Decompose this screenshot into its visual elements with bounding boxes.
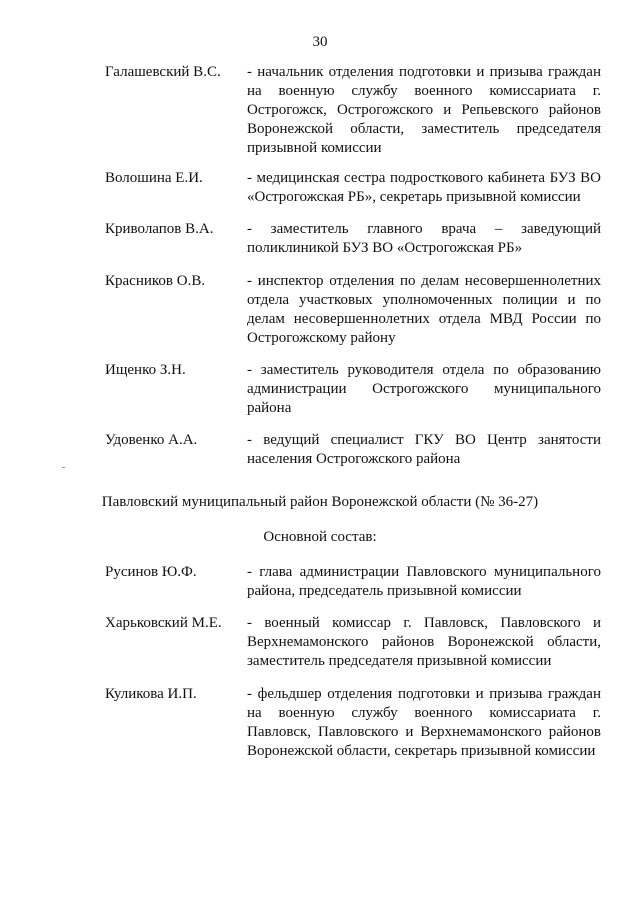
member-role: - заместитель руководителя отдела по образованию администрации Острогожского муниципального района (247, 362, 601, 416)
member-role: - ведущий специалист ГКУ ВО Центр занятости населения Острогожского района (247, 432, 601, 467)
section-title: Павловский муниципальный район Воронежской области (№ 36-27) (101, 494, 539, 510)
member-role: - начальник отделения подготовки и призыва граждан на военную службу военного комиссариата г. Острогожск, Острогожского и Репьевского районов Воронежской области, заместитель председателя призывной комиссии (247, 64, 601, 156)
member-role: - инспектор отделения по делам несовершеннолетних отдела участковых уполномоченных полиции и по делам несовершеннолетних отдела МВД России по Острогожскому району (247, 273, 601, 346)
margin-mark (62, 467, 65, 468)
member-name: Криволапов В.А. (105, 221, 214, 237)
member-name: Красников О.В. (105, 273, 206, 289)
member-role: - глава администрации Павловского муниципального района, председатель призывной комиссии (247, 564, 601, 599)
member-name: Русинов Ю.Ф. (105, 564, 197, 580)
subsection-title: Основной состав: (263, 529, 377, 545)
member-name: Ищенко З.Н. (105, 362, 186, 378)
member-name: Галашевский В.С. (105, 64, 221, 80)
member-name: Куликова И.П. (105, 686, 197, 702)
member-role: - заместитель главного врача – заведующий поликлиникой БУЗ ВО «Острогожская РБ» (247, 221, 601, 256)
member-role: - медицинская сестра подросткового кабинета БУЗ ВО «Острогожская РБ», секретарь призывной комиссии (247, 170, 601, 205)
member-name: Удовенко А.А. (105, 432, 198, 448)
page-number: 30 (312, 34, 328, 50)
member-role: - фельдшер отделения подготовки и призыва граждан на военную службу военного комиссариата г. Павловск, Павловского и Верхнемамонского районов Воронежской области, секретарь призывной комиссии (247, 686, 601, 759)
member-name: Волошина Е.И. (105, 170, 203, 186)
member-role: - военный комиссар г. Павловск, Павловского и Верхнемамонского районов Воронежской области, заместитель председателя призывной комиссии (247, 615, 601, 669)
member-name: Харьковский М.Е. (105, 615, 222, 631)
